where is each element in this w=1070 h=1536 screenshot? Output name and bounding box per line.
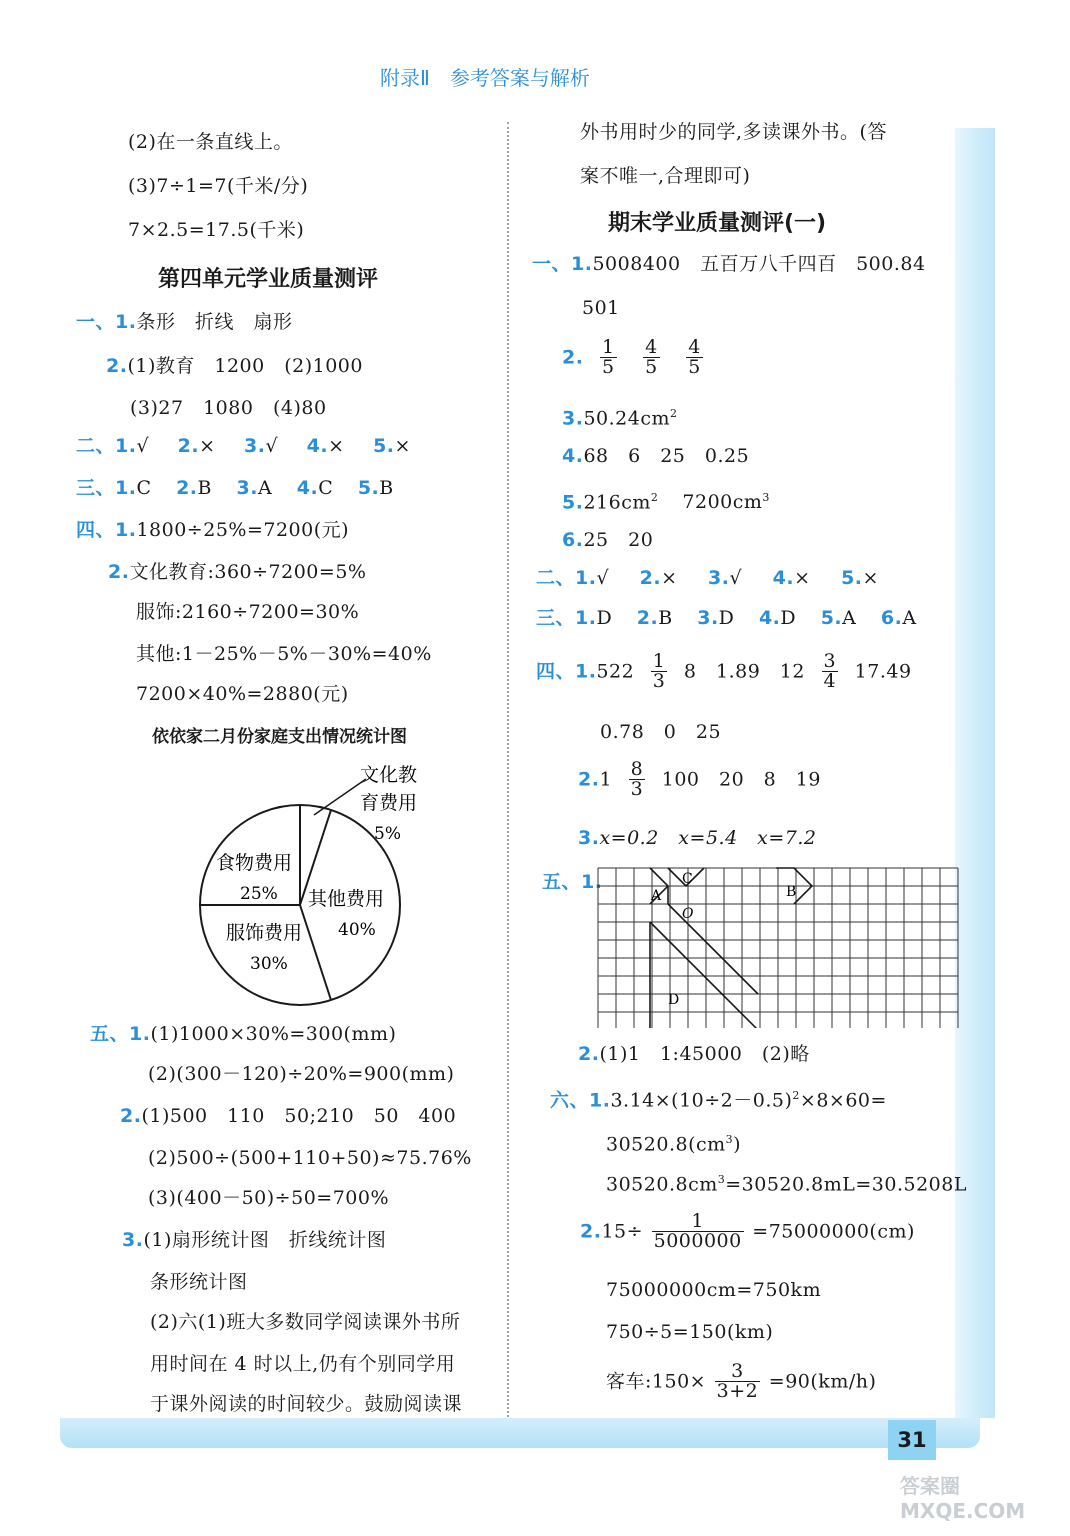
question-number: 四、1.	[76, 519, 137, 541]
question-number: 2.	[177, 435, 200, 457]
section-title-unit4: 第四单元学业质量测评	[158, 267, 379, 292]
fraction-denominator: 3+2	[716, 1380, 759, 1402]
answer-row-r3	[536, 606, 917, 630]
text-line: 0.78 0 25	[600, 721, 722, 743]
answer-mark: D	[596, 607, 613, 629]
answer-row-r2	[536, 566, 879, 590]
pie-label-food: 食物费用	[216, 852, 293, 874]
grid-label-c: C	[682, 871, 693, 887]
answer-line	[122, 1228, 386, 1252]
question-number: 4.	[772, 567, 795, 589]
answer-text: 68 6 25 0.25	[583, 445, 750, 467]
question-number: 1.	[115, 477, 137, 499]
question-number: 五、1.	[90, 1023, 151, 1045]
fraction-denominator: 3	[652, 670, 666, 692]
fraction	[715, 1362, 761, 1401]
answer-text: 1	[599, 768, 613, 791]
question-number: 3.	[122, 1229, 144, 1251]
fraction	[629, 760, 646, 799]
answer-line	[562, 402, 678, 430]
text-line: (2)(300－120)÷20%=900(mm)	[148, 1063, 455, 1085]
answer-text: 条形 折线 扇形	[136, 311, 293, 333]
superscript: 3	[762, 491, 770, 504]
superscript: 2	[670, 407, 678, 420]
answer-text: 17.49	[854, 660, 912, 683]
text-line: 75000000cm=750km	[606, 1279, 822, 1301]
fraction-numerator: 1	[652, 650, 666, 672]
answer-line	[578, 1042, 810, 1066]
question-number: 5.	[562, 491, 584, 514]
pie-chart-title: 依依家二月份家庭支出情况统计图	[152, 727, 407, 747]
answer-text: (1)1 1:45000 (2)略	[599, 1043, 810, 1065]
fraction-denominator: 5	[645, 356, 658, 378]
section-label: 三、	[536, 607, 576, 629]
answer-text: 25 20	[583, 529, 654, 551]
fraction-numerator: 4	[645, 336, 658, 358]
question-number: 2.	[636, 607, 659, 629]
question-number: 6.	[562, 529, 584, 551]
answer-text: x=0.2 x=5.4 x=7.2	[599, 827, 817, 849]
section-title-final: 期末学业质量测评(一)	[608, 211, 827, 236]
answer-line-fractions	[606, 1362, 876, 1401]
answer-text: (1)500 110 50;210 50 400	[141, 1105, 457, 1127]
fraction-denominator: 5000000	[653, 1230, 742, 1252]
question-number: 2.	[120, 1105, 142, 1127]
answer-line	[106, 354, 363, 378]
question-number: 5.	[820, 607, 843, 629]
question-number: 3.	[708, 567, 730, 589]
answer-mark: ×	[328, 435, 345, 457]
answer-line	[90, 1022, 396, 1046]
superscript: 2	[792, 1089, 800, 1102]
answer-text: =30520.8mL=30.5208L	[725, 1173, 967, 1196]
text-line: (2)500÷(500+110+50)≈75.76%	[148, 1147, 472, 1169]
pie-label-edu-2: 育费用	[360, 792, 418, 814]
text-line: 外书用时少的同学,多读课外书。(答	[580, 121, 887, 143]
answer-text: 30520.8(cm	[606, 1133, 726, 1156]
answer-mark: C	[136, 477, 152, 499]
answer-text: 5008400 五百万八千四百 500.84	[592, 253, 926, 275]
section-label: 二、	[76, 435, 116, 457]
answer-mark: √	[136, 435, 150, 457]
question-number: 4.	[296, 477, 319, 499]
grid-label-b: B	[786, 884, 797, 900]
answer-row-s2	[76, 434, 411, 458]
answer-line	[532, 252, 926, 276]
section-label: 三、	[76, 477, 116, 499]
text-line	[606, 1168, 967, 1196]
text-line	[606, 1128, 741, 1156]
answer-text: =90(km/h)	[768, 1370, 877, 1393]
grid-label-o: O	[682, 906, 694, 922]
question-number: 5.	[357, 477, 380, 499]
fraction	[686, 338, 703, 377]
answer-text: (1)1000×30%=300(mm)	[150, 1023, 397, 1045]
fraction-denominator: 5	[602, 356, 615, 378]
answer-mark: A	[842, 607, 857, 629]
column-divider	[507, 122, 509, 1417]
question-number: 4.	[758, 607, 781, 629]
page-header: 附录Ⅱ 参考答案与解析	[380, 66, 590, 90]
pie-label-other: 其他费用	[308, 888, 385, 910]
answer-line	[76, 310, 292, 334]
answer-line-fractions	[562, 338, 713, 377]
fraction-numerator: 4	[688, 336, 701, 358]
answer-mark: B	[379, 477, 394, 499]
fraction-numerator: 3	[823, 650, 837, 672]
question-number: 2.	[580, 1220, 602, 1243]
answer-mark: ×	[394, 435, 411, 457]
text-line: 用时间在 4 时以上,仍有个别同学用	[150, 1353, 456, 1375]
answer-line	[562, 528, 653, 552]
answer-text: )	[733, 1133, 742, 1156]
superscript: 3	[717, 1173, 726, 1186]
right-edge-band	[955, 128, 995, 1418]
answer-line-fractions	[536, 652, 912, 691]
answer-mark: ×	[794, 567, 811, 589]
answer-text: 1800÷25%=7200(元)	[136, 519, 350, 541]
pie-label-other-pct: 40%	[338, 920, 376, 940]
bottom-edge-band	[60, 1418, 980, 1448]
question-number: 6.	[880, 607, 903, 629]
text-line: 案不唯一,合理即可)	[580, 165, 751, 187]
answer-text: 文化教育:360÷7200=5%	[129, 561, 367, 583]
question-number: 3.	[244, 435, 266, 457]
question-number: 2.	[578, 1043, 600, 1065]
text-line: (3)(400－50)÷50=700%	[148, 1187, 390, 1209]
fraction	[651, 652, 668, 691]
page-number: 31	[888, 1420, 936, 1460]
answer-text: 3.14×(10÷2－0.5)	[610, 1089, 793, 1112]
question-number: 1.	[115, 435, 137, 457]
answer-text: ×8×60=	[799, 1089, 887, 1112]
watermark: 答案圈 MXQE.COM	[900, 1474, 1026, 1523]
answer-text: 30520.8cm	[606, 1173, 718, 1196]
text-line: (2)六(1)班大多数同学阅读课外书所	[150, 1311, 461, 1333]
fraction-denominator: 4	[823, 670, 837, 692]
answer-line	[76, 518, 349, 542]
answer-line	[562, 486, 770, 514]
answer-mark: A	[902, 607, 917, 629]
question-number: 2.	[106, 355, 128, 377]
pie-label-cloth: 服饰费用	[226, 922, 303, 944]
fraction-numerator: 1	[652, 1212, 744, 1232]
text-line: (3)27 1080 (4)80	[130, 397, 327, 419]
text-line: 750÷5=150(km)	[606, 1321, 774, 1343]
question-number: 1.	[575, 567, 597, 589]
answer-mark: √	[729, 567, 743, 589]
pie-leader-line	[314, 779, 366, 815]
text-line: 501	[582, 297, 620, 319]
fraction	[600, 338, 617, 377]
fraction-numerator: 1	[602, 336, 615, 358]
answer-mark: √	[596, 567, 610, 589]
answer-text: 100 20 8 19	[661, 768, 821, 791]
text-line: (2)在一条直线上。	[128, 131, 293, 153]
grid-figure	[596, 866, 960, 1028]
section-label: 二、	[536, 567, 576, 589]
answer-text: =75000000(cm)	[752, 1220, 915, 1243]
answer-text: (1)教育 1200 (2)1000	[127, 355, 363, 377]
fraction	[643, 338, 660, 377]
text-line: (3)7÷1=7(千米/分)	[128, 175, 309, 197]
answer-line	[120, 1104, 456, 1128]
question-number: 2.	[176, 477, 198, 499]
answer-text: 522	[596, 660, 635, 683]
question-number: 4.	[306, 435, 329, 457]
question-number: 2.	[639, 567, 662, 589]
answer-row-s3	[76, 476, 394, 500]
question-number: 5.	[841, 567, 863, 589]
question-number: 一、1.	[532, 253, 593, 275]
answer-text: 216cm	[583, 491, 651, 514]
answer-line	[550, 1084, 887, 1112]
text-line: 于课外阅读的时间较少。鼓励阅读课	[150, 1393, 463, 1415]
answer-mark: B	[658, 607, 673, 629]
answer-mark: B	[197, 477, 212, 499]
question-number: 3.	[578, 827, 600, 849]
answer-mark: ×	[199, 435, 216, 457]
grid-label-a: A	[651, 888, 662, 904]
question-number: 六、1.	[550, 1089, 611, 1112]
superscript: 2	[650, 491, 659, 504]
pie-label-edu-1: 文化教	[360, 764, 418, 786]
text-line: 条形统计图	[150, 1271, 248, 1293]
pie-label-edu-pct: 5%	[374, 824, 401, 844]
text-line: 服饰:2160÷7200=30%	[136, 601, 360, 623]
answer-line	[108, 560, 366, 584]
answer-text: 8 1.89 12	[683, 660, 805, 683]
fraction-numerator: 8	[630, 758, 644, 780]
answer-line-fractions	[578, 760, 821, 799]
answer-text: (1)扇形统计图 折线统计图	[143, 1229, 387, 1251]
pie-label-cloth-pct: 30%	[250, 954, 288, 974]
question-number: 2.	[578, 768, 600, 791]
answer-mark: D	[780, 607, 797, 629]
answer-line	[578, 826, 817, 850]
answer-line	[542, 870, 602, 894]
fraction-denominator: 5	[688, 356, 701, 378]
question-number: 4.	[562, 445, 584, 467]
answer-text: 15÷	[601, 1220, 644, 1243]
answer-mark: ×	[661, 567, 678, 589]
fraction-numerator: 3	[715, 1362, 761, 1382]
question-number: 1.	[575, 607, 597, 629]
answer-line	[562, 444, 749, 468]
question-number: 2.	[562, 346, 584, 369]
text-line: 7200×40%=2880(元)	[136, 683, 349, 705]
answer-text: 7200cm	[682, 491, 763, 514]
answer-mark: C	[318, 477, 334, 499]
question-number: 5.	[373, 435, 395, 457]
question-number: 2.	[108, 561, 130, 583]
answer-mark: √	[265, 435, 279, 457]
grid-label-d: D	[668, 992, 680, 1008]
question-number: 五、1.	[542, 871, 603, 893]
answer-mark: D	[718, 607, 735, 629]
answer-mark: A	[257, 477, 273, 499]
question-number: 3.	[697, 607, 719, 629]
superscript: 3	[725, 1133, 734, 1146]
question-number: 一、1.	[76, 311, 137, 333]
fraction	[822, 652, 839, 691]
pie-label-food-pct: 25%	[240, 884, 278, 904]
text-line: 7×2.5=17.5(千米)	[128, 219, 305, 241]
text-line: 其他:1－25%－5%－30%=40%	[136, 643, 432, 665]
pie-chart	[190, 755, 450, 1015]
question-number: 3.	[236, 477, 258, 499]
question-number: 3.	[562, 407, 584, 430]
answer-text: 客车:150×	[606, 1370, 707, 1393]
answer-line-fractions	[580, 1212, 915, 1251]
fraction	[652, 1212, 744, 1251]
question-number: 四、1.	[536, 660, 597, 683]
fraction-denominator: 3	[630, 778, 644, 800]
answer-text: 50.24cm	[583, 407, 671, 430]
answer-mark: ×	[862, 567, 879, 589]
